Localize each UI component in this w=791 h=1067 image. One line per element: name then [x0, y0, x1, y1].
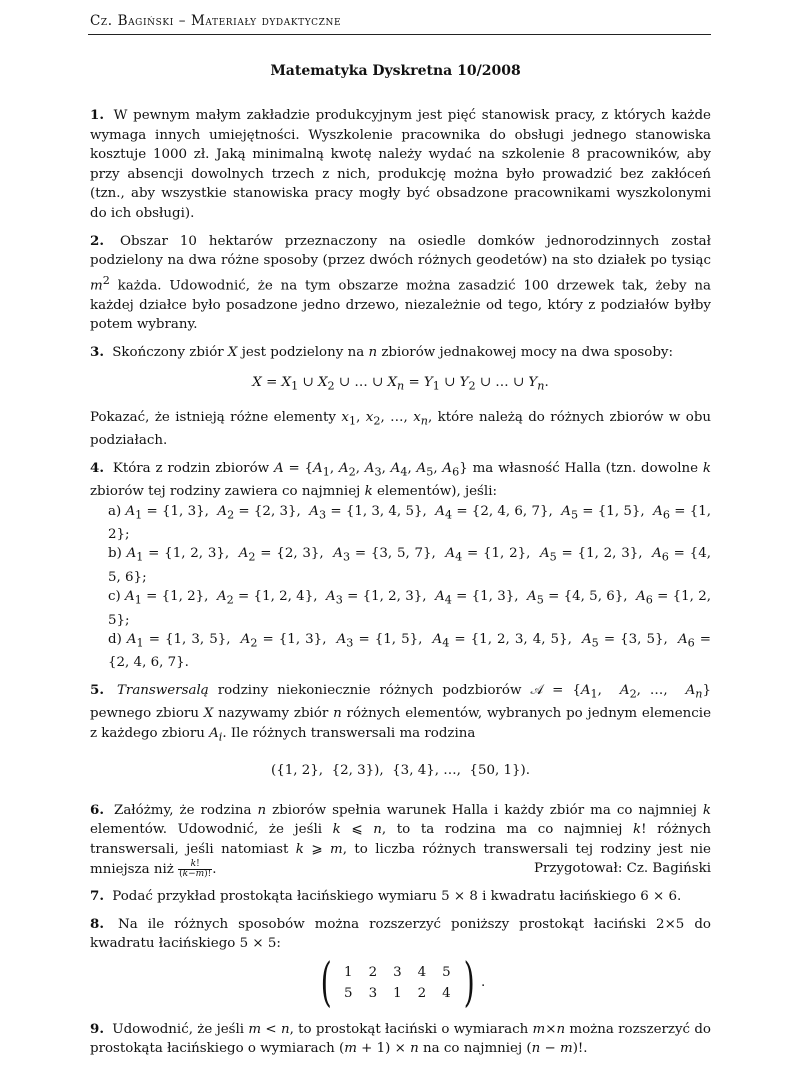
problem-list	[90, 106, 711, 1067]
problem-5: 5. Transwersalą rodziny niekoniecznie różnych podzbiorów 𝒜 = {$A_1$, $A_2$, …, $A_n$} pewnego zbioru X nazywamy zbiór n różnych elementów, wybranych po jednym elemencie z każdego zbioru $A_i$. Ile różnych transwersali ma rodzina	[90, 682, 711, 744]
problem-8: 8. Na ile różnych sposobów można rozszerzyć poniższy prostokąt łaciński 2×5 do kwadratu łacińskiego 5 × 5:	[90, 915, 711, 952]
latin-rectangle-matrix: ( 1 2 3 4 5 5 3 1 2 4 ) .	[320, 952, 486, 1013]
problem-2: 2. Obszar 10 hektarów przeznaczony na osiedle domków jednorodzinnych został podzielony na dwa różne sposoby (przez dwóch różnych geodetów) na sto działek po tysiąc $m^2$ każda. Udowodnić, że na tym obszarze można zasadzić 100 drzewek tak, żeby na każdej działce było posadzone jedno drzewo, niezależnie od tego, który z podziałów byłby potem wybrany.	[90, 232, 711, 333]
header-rule	[88, 34, 711, 35]
transversal-family: ({1, 2}, {2, 3}), {3, 4}, …, {50, 1}).	[270, 763, 531, 779]
page-title: Matematyka Dyskretna 10/2008	[270, 63, 521, 79]
fraction: $\frac{k!}{(k-m)!}$	[179, 858, 212, 879]
option-d: d) $A_1 = \{1$, 3, 5}, $A_2 = \{1$, 3}, $A_3 = \{1$, 5}, $A_4 = \{1$, 2, 3, 4, 5}, $A_5 = \{3$, 5}, $A_6 = \{2$, 4, 6, 7}.	[108, 632, 712, 671]
problem-6: 6. Załóżmy, że rodzina n zbiorów spełnia warunek Halla i każdy zbiór ma co najmniej k elementów. Udowodnić, że jeśli k ⩽ n, to ta rodzina ma co najmniej k! różnych transwersali, jeśli natomiast k ⩾ m, to liczba różnych transwersali tej rodziny jest nie mniejsza niż $\frac{k!}{(k-m)!}$ .	[90, 801, 711, 879]
partition-equation: $X = X_1$ ∪ $X_2$ ∪ … ∪ $X_n = Y_1$ ∪ $Y_2$ ∪ … ∪ $Y_n$.	[252, 374, 549, 393]
problem-1: 1. W pewnym małym zakładzie produkcyjnym jest pięć stanowisk pracy, z których każde wymaga innych umiejętności. Wyszkolenie pracownika do obsługi jednego stanowiska kosztuje 1000 zł. Jaką minimalną kwotę należy wydać na szkolenie 8 pracowników, aby przy absencji dowolnych trzech z nich, produkcję można było prowadzić bez zakłóceń (tzn., aby wszystkie stanowiska pracy mogły być obsadzone pracownikami wyszkolonymi do ich obsługi).	[90, 107, 711, 221]
running-header: Cz. Bagiński – Materiały dydaktyczne	[90, 13, 342, 29]
problem-4: 4. Która z rodzin zbiorów $A = \{A_1$, $A_2$, $A_3$, $A_4$, $A_5$, $A_6$} ma własność Halla (tzn. dowolne k zbiorów tej rodziny zawiera co najmniej k elementów), jeśli:	[90, 459, 711, 499]
option-b: b) $A_1 = \{1$, 2, 3}, $A_2 = \{2$, 3}, $A_3 = \{3$, 5, 7}, $A_4 = \{1$, 2}, $A_5 = \{1$, 2, 3}, $A_6 = \{4$, 5, 6};	[108, 546, 711, 585]
author-credit: Przygotował: Cz. Bagiński	[533, 861, 711, 876]
problem-3-conclusion: Pokazać, że istnieją różne elementy $x_1$, $x_2$, …, $x_n$, które należą do różnych zbiorów w obu podziałach.	[90, 409, 712, 449]
problem-7: 7. Podać przykład prostokąta łacińskiego wymiaru 5 × 8 i kwadratu łacińskiego 6 × 6.	[90, 888, 682, 905]
problem-9: 9. Udowodnić, że jeśli m < n, to prostokąt łaciński o wymiarach m×n można rozszerzyć do prostokąta łacińskiego o wymiarach (m + 1) × n na co najmniej (n − m)!.	[90, 1020, 711, 1057]
option-c: c) $A_1 = \{1$, 2}, $A_2 = \{1$, 2, 4}, $A_3 = \{1$, 2, 3}, $A_4 = \{1$, 3}, $A_5 = \{4$, 5, 6}, $A_6 = \{1$, 2, 5};	[108, 589, 711, 628]
option-a: a) $A_1 = \{1$, 3}, $A_2 = \{2$, 3}, $A_3 = \{1$, 3, 4, 5}, $A_4 = \{2$, 4, 6, 7}, $A_5 = \{1$, 5}, $A_6 = \{1$, 2};	[108, 503, 711, 542]
problem-3: 3. Skończony zbiór X jest podzielony na n zbiorów jednakowej mocy na dwa sposoby:	[90, 344, 674, 360]
problem-4-options	[108, 502, 711, 673]
